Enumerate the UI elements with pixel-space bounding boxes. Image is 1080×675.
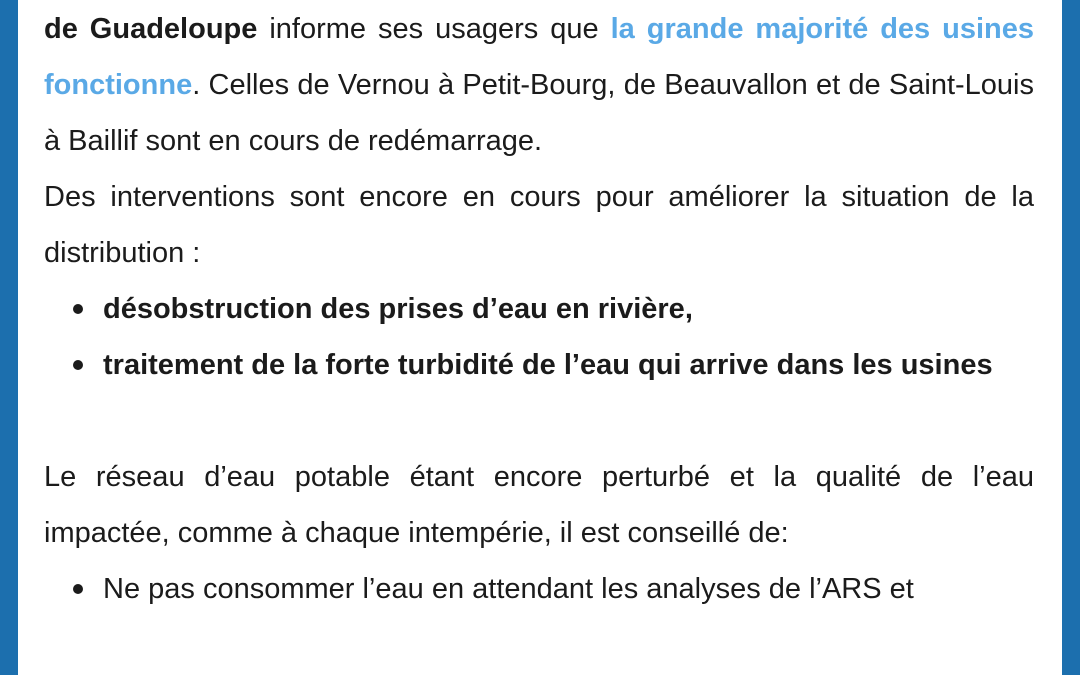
- bullet-icon: [73, 360, 83, 370]
- paragraph-advice: Le réseau d’eau potable étant encore perturbé et la qualité de l’eau impactée, comme à chaque intempérie, il est conseillé de:: [44, 461, 1034, 549]
- list-item-text: Ne pas consommer l’eau en attendant les analyses de l’ARS et: [103, 573, 914, 605]
- intro-text-b: . Celles de Vernou à Petit-Bourg, de Beauvallon et de Saint-Louis à Baillif sont en cours de redémarrage.: [44, 69, 1034, 157]
- document-card: [18, 0, 1062, 675]
- list-item: [103, 337, 1034, 393]
- document-body: [44, 1, 1034, 617]
- list-item: [103, 281, 1034, 337]
- bullet-icon: [73, 584, 83, 594]
- blank-line: [44, 393, 1034, 449]
- paragraph-intro: [44, 1, 1034, 169]
- intro-text-a: informe ses usagers que: [257, 13, 611, 45]
- list-item-text: désobstruction des prises d’eau en rivière,: [103, 293, 693, 325]
- intro-highlight: la grande majorité des usines fonctionne: [44, 13, 1034, 101]
- list-item: [103, 561, 1034, 617]
- paragraph-interventions: Des interventions sont encore en cours pour améliorer la situation de la distribution :: [44, 181, 1034, 269]
- organization-name: de Guadeloupe: [44, 13, 258, 45]
- interventions-list: [44, 281, 1034, 393]
- advice-list: [44, 561, 1034, 617]
- bullet-icon: [73, 304, 83, 314]
- list-item-text: traitement de la forte turbidité de l’eau qui arrive dans les usines: [103, 349, 993, 381]
